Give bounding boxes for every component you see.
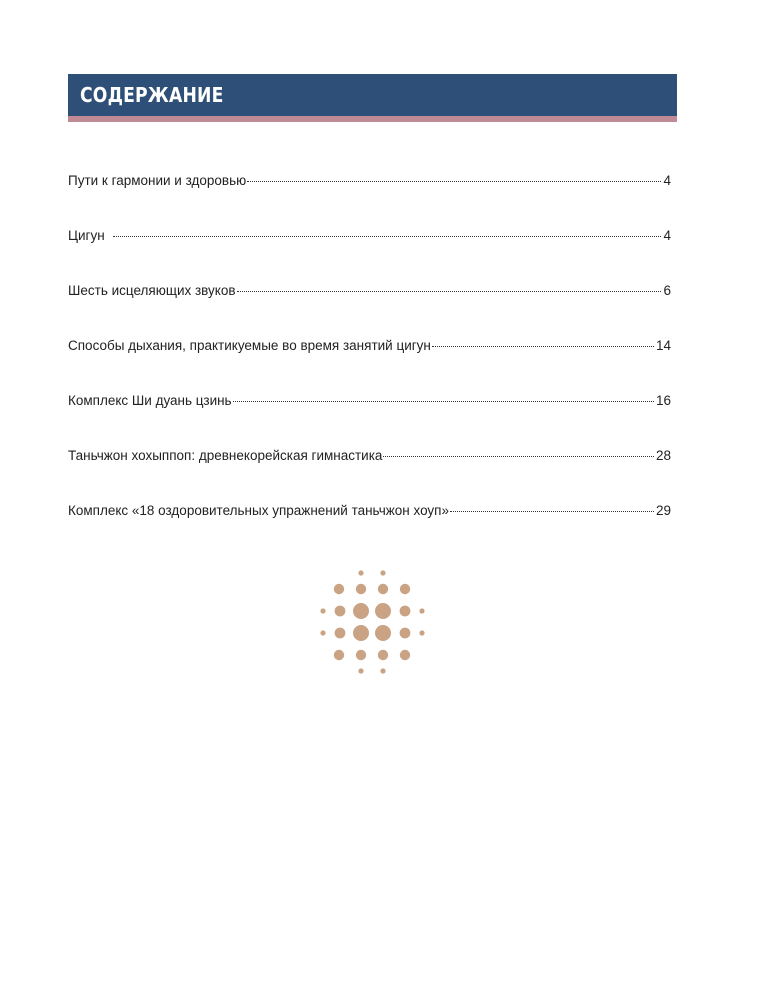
toc-entry-page: 16 xyxy=(655,393,671,408)
toc-entry-page: 14 xyxy=(655,338,671,353)
ornament-dot xyxy=(419,608,424,613)
toc-entry[interactable] xyxy=(68,227,671,282)
toc-entry-page: 4 xyxy=(663,173,671,188)
ornament-dot xyxy=(400,650,410,660)
toc-entry-title: Шесть исцеляющих звуков xyxy=(68,283,236,298)
toc-entry-page: 4 xyxy=(663,228,671,243)
toc-entry-page: 6 xyxy=(663,283,671,298)
ornament-dot xyxy=(400,584,410,594)
ornament-dot xyxy=(378,650,388,660)
ornament-dot xyxy=(375,625,391,641)
ornament-dot xyxy=(378,584,388,594)
toc-entry[interactable] xyxy=(68,172,671,227)
ornament-dot xyxy=(320,608,325,613)
ornament-dot xyxy=(356,584,366,594)
ornament-dot xyxy=(375,603,391,619)
ornament-dot xyxy=(380,570,385,575)
toc-dot-leader xyxy=(432,346,654,347)
toc-entry[interactable] xyxy=(68,447,671,502)
ornament-dot xyxy=(335,628,346,639)
ornament-dot xyxy=(419,630,424,635)
toc-entry-title: Таньчжон хохыппоп: древнекорейская гимнастика xyxy=(68,448,383,463)
toc-entry[interactable] xyxy=(68,282,671,337)
ornament-dot xyxy=(334,650,344,660)
toc-entry-title: Цигун xyxy=(68,228,105,243)
toc-dot-leader xyxy=(237,291,662,292)
toc-dot-leader xyxy=(450,511,654,512)
ornament-dot xyxy=(353,603,369,619)
contents-header xyxy=(68,74,677,116)
ornament-dot xyxy=(335,606,346,617)
dot-sunburst-ornament-icon xyxy=(318,567,428,677)
toc-dot-leader xyxy=(233,401,654,402)
toc-entry-page: 28 xyxy=(655,448,671,463)
ornament-dot xyxy=(353,625,369,641)
ornament-dot xyxy=(334,584,344,594)
toc-entry-title: Пути к гармонии и здоровью xyxy=(68,173,247,188)
ornament-dot xyxy=(320,630,325,635)
header-underline xyxy=(68,116,677,122)
ornament-dot xyxy=(400,606,411,617)
toc-entry-title: Комплекс «18 оздоровительных упражнений таньчжон хоуп» xyxy=(68,503,449,518)
table-of-contents xyxy=(68,172,671,532)
contents-title: СОДЕРЖАНИЕ xyxy=(80,83,224,107)
ornament-dot xyxy=(400,628,411,639)
toc-entry[interactable] xyxy=(68,337,671,392)
toc-dot-leader xyxy=(113,236,662,237)
ornament-dot xyxy=(358,668,363,673)
toc-entry-page: 29 xyxy=(655,503,671,518)
ornament-dot xyxy=(356,650,366,660)
toc-entry-title: Способы дыхания, практикуемые во время занятий цигун xyxy=(68,338,431,353)
toc-entry-title: Комплекс Ши дуань цзинь xyxy=(68,393,232,408)
ornament-dots xyxy=(320,570,424,673)
ornament-dot xyxy=(358,570,363,575)
toc-dot-leader xyxy=(383,456,654,457)
toc-entry[interactable] xyxy=(68,392,671,447)
toc-entry[interactable] xyxy=(68,502,671,532)
ornament-dot xyxy=(380,668,385,673)
toc-dot-leader xyxy=(247,181,661,182)
